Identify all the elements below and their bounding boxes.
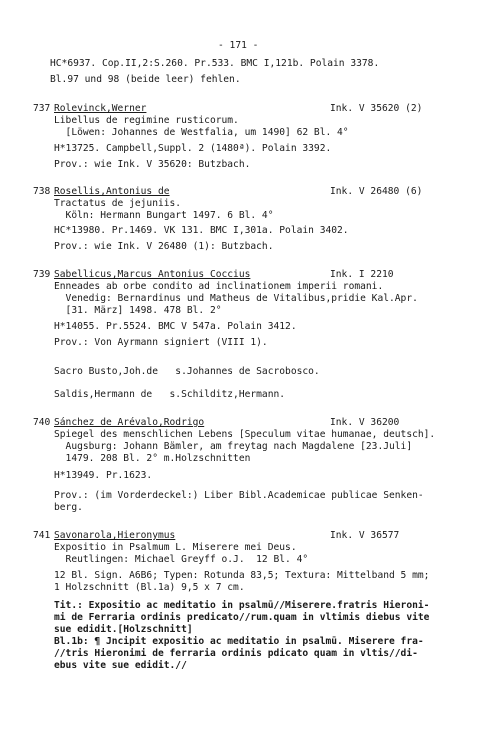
entry-line: Libellus de regimine rusticorum.: [54, 115, 239, 126]
entry-number: 739: [33, 269, 51, 280]
entry-line: Expositio in Psalmum L. Miserere mei Deus.: [54, 542, 297, 553]
entry-number: 740: [33, 417, 51, 428]
entry-heading: Sánchez de Arévalo,Rodrigo: [54, 417, 205, 428]
entry-line: [31. März] 1498. 478 Bl. 2°: [54, 305, 222, 316]
entry-line: Bl.1b: ¶ Jncipit expositio ac meditatio in psalmū. Miserere fra-: [54, 636, 424, 647]
entry-number: 738: [33, 186, 51, 197]
entry-line: H*13949. Pr.1623.: [54, 470, 153, 481]
entry-line: HC*13980. Pr.1469. VK 131. BMC I,301a. Polain 3402.: [54, 225, 349, 236]
entry-line: Prov.: wie Ink. V 26480 (1): Butzbach.: [54, 241, 274, 252]
entry-line: Reutlingen: Michael Greyff o.J. 12 Bl. 4°: [54, 554, 309, 565]
entry-line: ebus vite sue edidit.//: [54, 660, 187, 671]
entry-line: Enneades ab orbe condito ad inclinationem imperii romani.: [54, 281, 384, 292]
shelfmark: Ink. V 26480 (6): [330, 186, 423, 197]
shelfmark: Ink. V 35620 (2): [330, 103, 423, 114]
entry-line: mi de Ferraria ordinis predicato//rum.quam in vltimis diebus vite: [54, 612, 430, 623]
entry-line: berg.: [54, 502, 83, 513]
shelfmark: Ink. I 2210: [330, 269, 394, 280]
entry-line: Prov.: wie Ink. V 35620: Butzbach.: [54, 159, 251, 170]
entry-line: Spiegel des menschlichen Lebens [Speculum vitae humanae, deutsch].: [54, 429, 436, 440]
entry-line: 12 Bl. Sign. A6B6; Typen: Rotunda 83,5; Textura: Mittelband 5 mm;: [54, 570, 430, 581]
entry-heading: Rolevinck,Werner: [54, 103, 147, 114]
entry-heading: Sabellicus,Marcus Antonius Coccius: [54, 269, 251, 280]
page-number: - 171 -: [218, 40, 259, 51]
entry-line: Augsburg: Johann Bämler, am freytag nach Magdalene [23.Juli]: [54, 441, 413, 452]
entry-line: 1479. 208 Bl. 2° m.Holzschnitten: [54, 453, 251, 464]
cross-reference: Saldis,Hermann de s.Schilditz,Hermann.: [54, 389, 286, 400]
entry-line: [Löwen: Johannes de Westfalia, um 1490] 62 Bl. 4°: [54, 127, 349, 138]
cross-reference: Sacro Busto,Joh.de s.Johannes de Sacrobosco.: [54, 366, 320, 377]
entry-736-line-2: Bl.97 und 98 (beide leer) fehlen.: [50, 74, 241, 85]
entry-line: H*13725. Campbell,Suppl. 2 (1480ª). Polain 3392.: [54, 143, 332, 154]
entry-line: Venedig: Bernardinus und Matheus de Vitalibus,pridie Kal.Apr.: [54, 293, 418, 304]
entry-line: Prov.: Von Ayrmann signiert (VIII 1).: [54, 337, 268, 348]
entry-line: H*14055. Pr.5524. BMC V 547a. Polain 3412.: [54, 321, 297, 332]
entry-number: 737: [33, 103, 51, 114]
entry-line: Tractatus de jejuniis.: [54, 198, 182, 209]
entry-line: Prov.: (im Vorderdeckel:) Liber Bibl.Academicae publicae Senken-: [54, 490, 424, 501]
entry-line: sue edidit.[Holzschnitt]: [54, 624, 193, 635]
entry-heading: Rosellis,Antonius de: [54, 186, 170, 197]
entry-line: Tit.: Expositio ac meditatio in psalmū//Miserere.fratris Hieroni-: [54, 600, 430, 611]
entry-number: 741: [33, 530, 51, 541]
entry-736-line-1: HC*6937. Cop.II,2:S.260. Pr.533. BMC I,121b. Polain 3378.: [50, 58, 380, 69]
entry-line: //tris Hieronimi de ferraria ordinis pdicato quam in vltis//di-: [54, 648, 418, 659]
entry-line: 1 Holzschnitt (Bl.1a) 9,5 x 7 cm.: [54, 582, 245, 593]
entry-line: Köln: Hermann Bungart 1497. 6 Bl. 4°: [54, 210, 274, 221]
shelfmark: Ink. V 36200: [330, 417, 400, 428]
shelfmark: Ink. V 36577: [330, 530, 400, 541]
entry-heading: Savonarola,Hieronymus: [54, 530, 176, 541]
